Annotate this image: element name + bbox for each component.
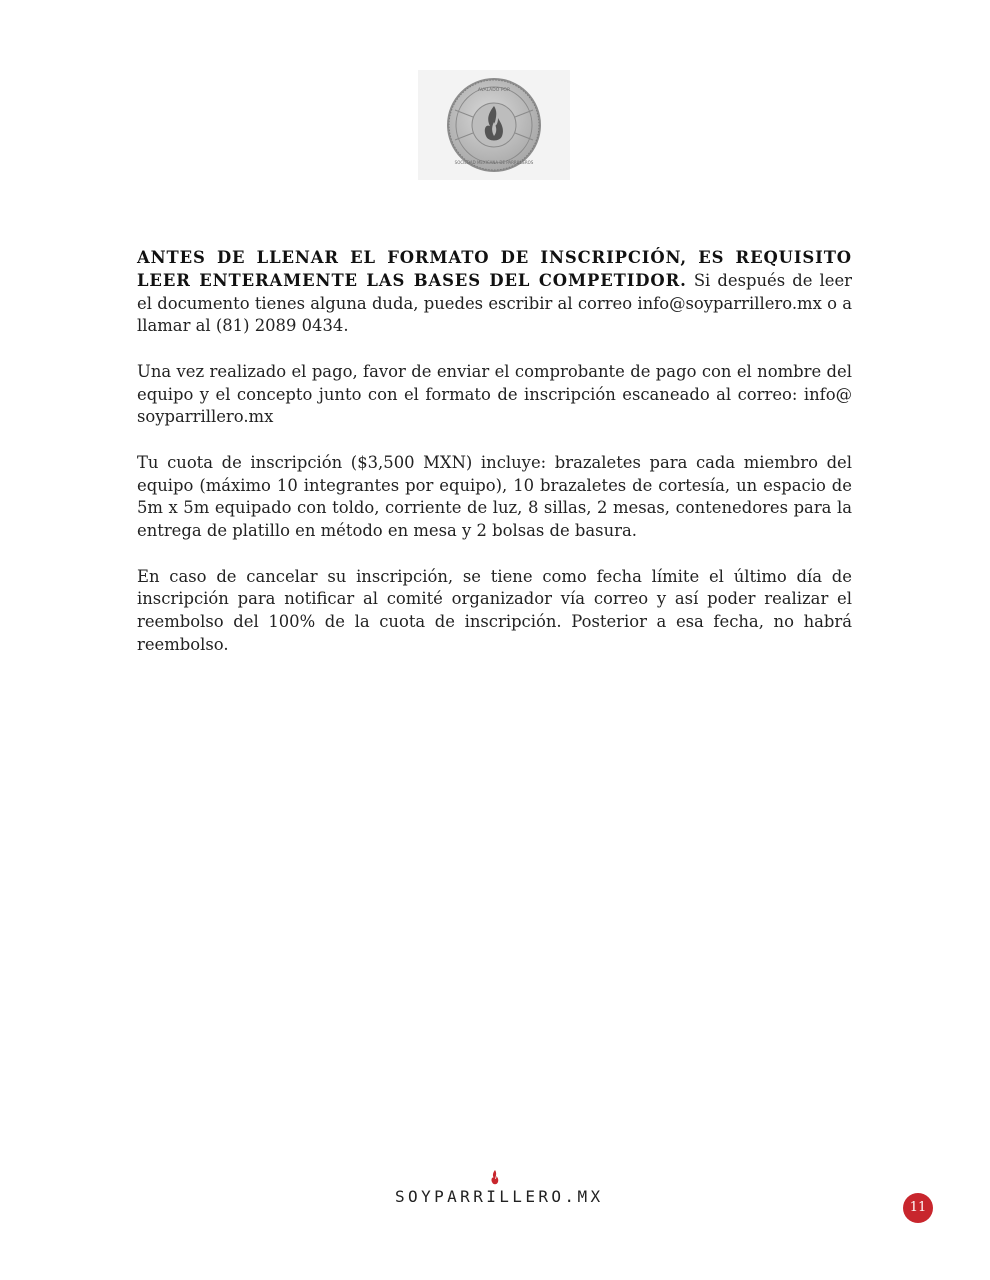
- seal-bottom-text: SOCIEDAD MEXICANA DE PARRILLEROS: [454, 160, 534, 165]
- seal-top-text: AVALADO POR: [477, 88, 511, 93]
- paragraph-requirements: [137, 247, 852, 338]
- requirements-contact-text: Si después de leer el documento tienes alguna duda, puedes escribir al correo info@soyparrillero.mx o a llamar al (81) 2089 0434.: [137, 270, 852, 336]
- document-body: [137, 247, 852, 679]
- flame-seal-icon: [418, 70, 570, 180]
- brand-wordmark: SOYPARRILLERO.MX: [395, 1187, 604, 1206]
- requirements-bold-text: ANTES DE LLENAR EL FORMATO DE INSCRIPCIÓN, ES REQUISITO LEER ENTERAMENTE LAS BASES DEL COMPETIDOR.: [137, 248, 852, 290]
- page-number-badge: 11: [903, 1193, 933, 1223]
- flame-icon: [490, 1170, 500, 1186]
- paragraph-cancellation: En caso de cancelar su inscripción, se tiene como fecha límite el último día de inscripción para notificar al comité organizador vía correo y así poder realizar el reembolso del 100% de la cuota de inscripción. Posterior a esa fecha, no habrá reembolso.: [137, 566, 852, 654]
- footer-logo: [395, 1170, 604, 1210]
- paragraph-payment: Una vez realizado el pago, favor de enviar el comprobante de pago con el nombre del equipo y el concepto junto con el formato de inscripción escaneado al correo: info@ soyparrillero.mx: [137, 361, 852, 427]
- paragraph-fee: Tu cuota de inscripción ($3,500 MXN) incluye: brazaletes para cada miembro del equipo (máximo 10 integrantes por equipo), 10 brazaletes de cortesía, un espacio de 5m x 5m equipado con toldo, corriente de luz, 8 sillas, 2 mesas, contenedores para la entrega de platillo en método en mesa y 2 bolsas de basura.: [137, 452, 852, 541]
- certification-seal: [418, 70, 570, 180]
